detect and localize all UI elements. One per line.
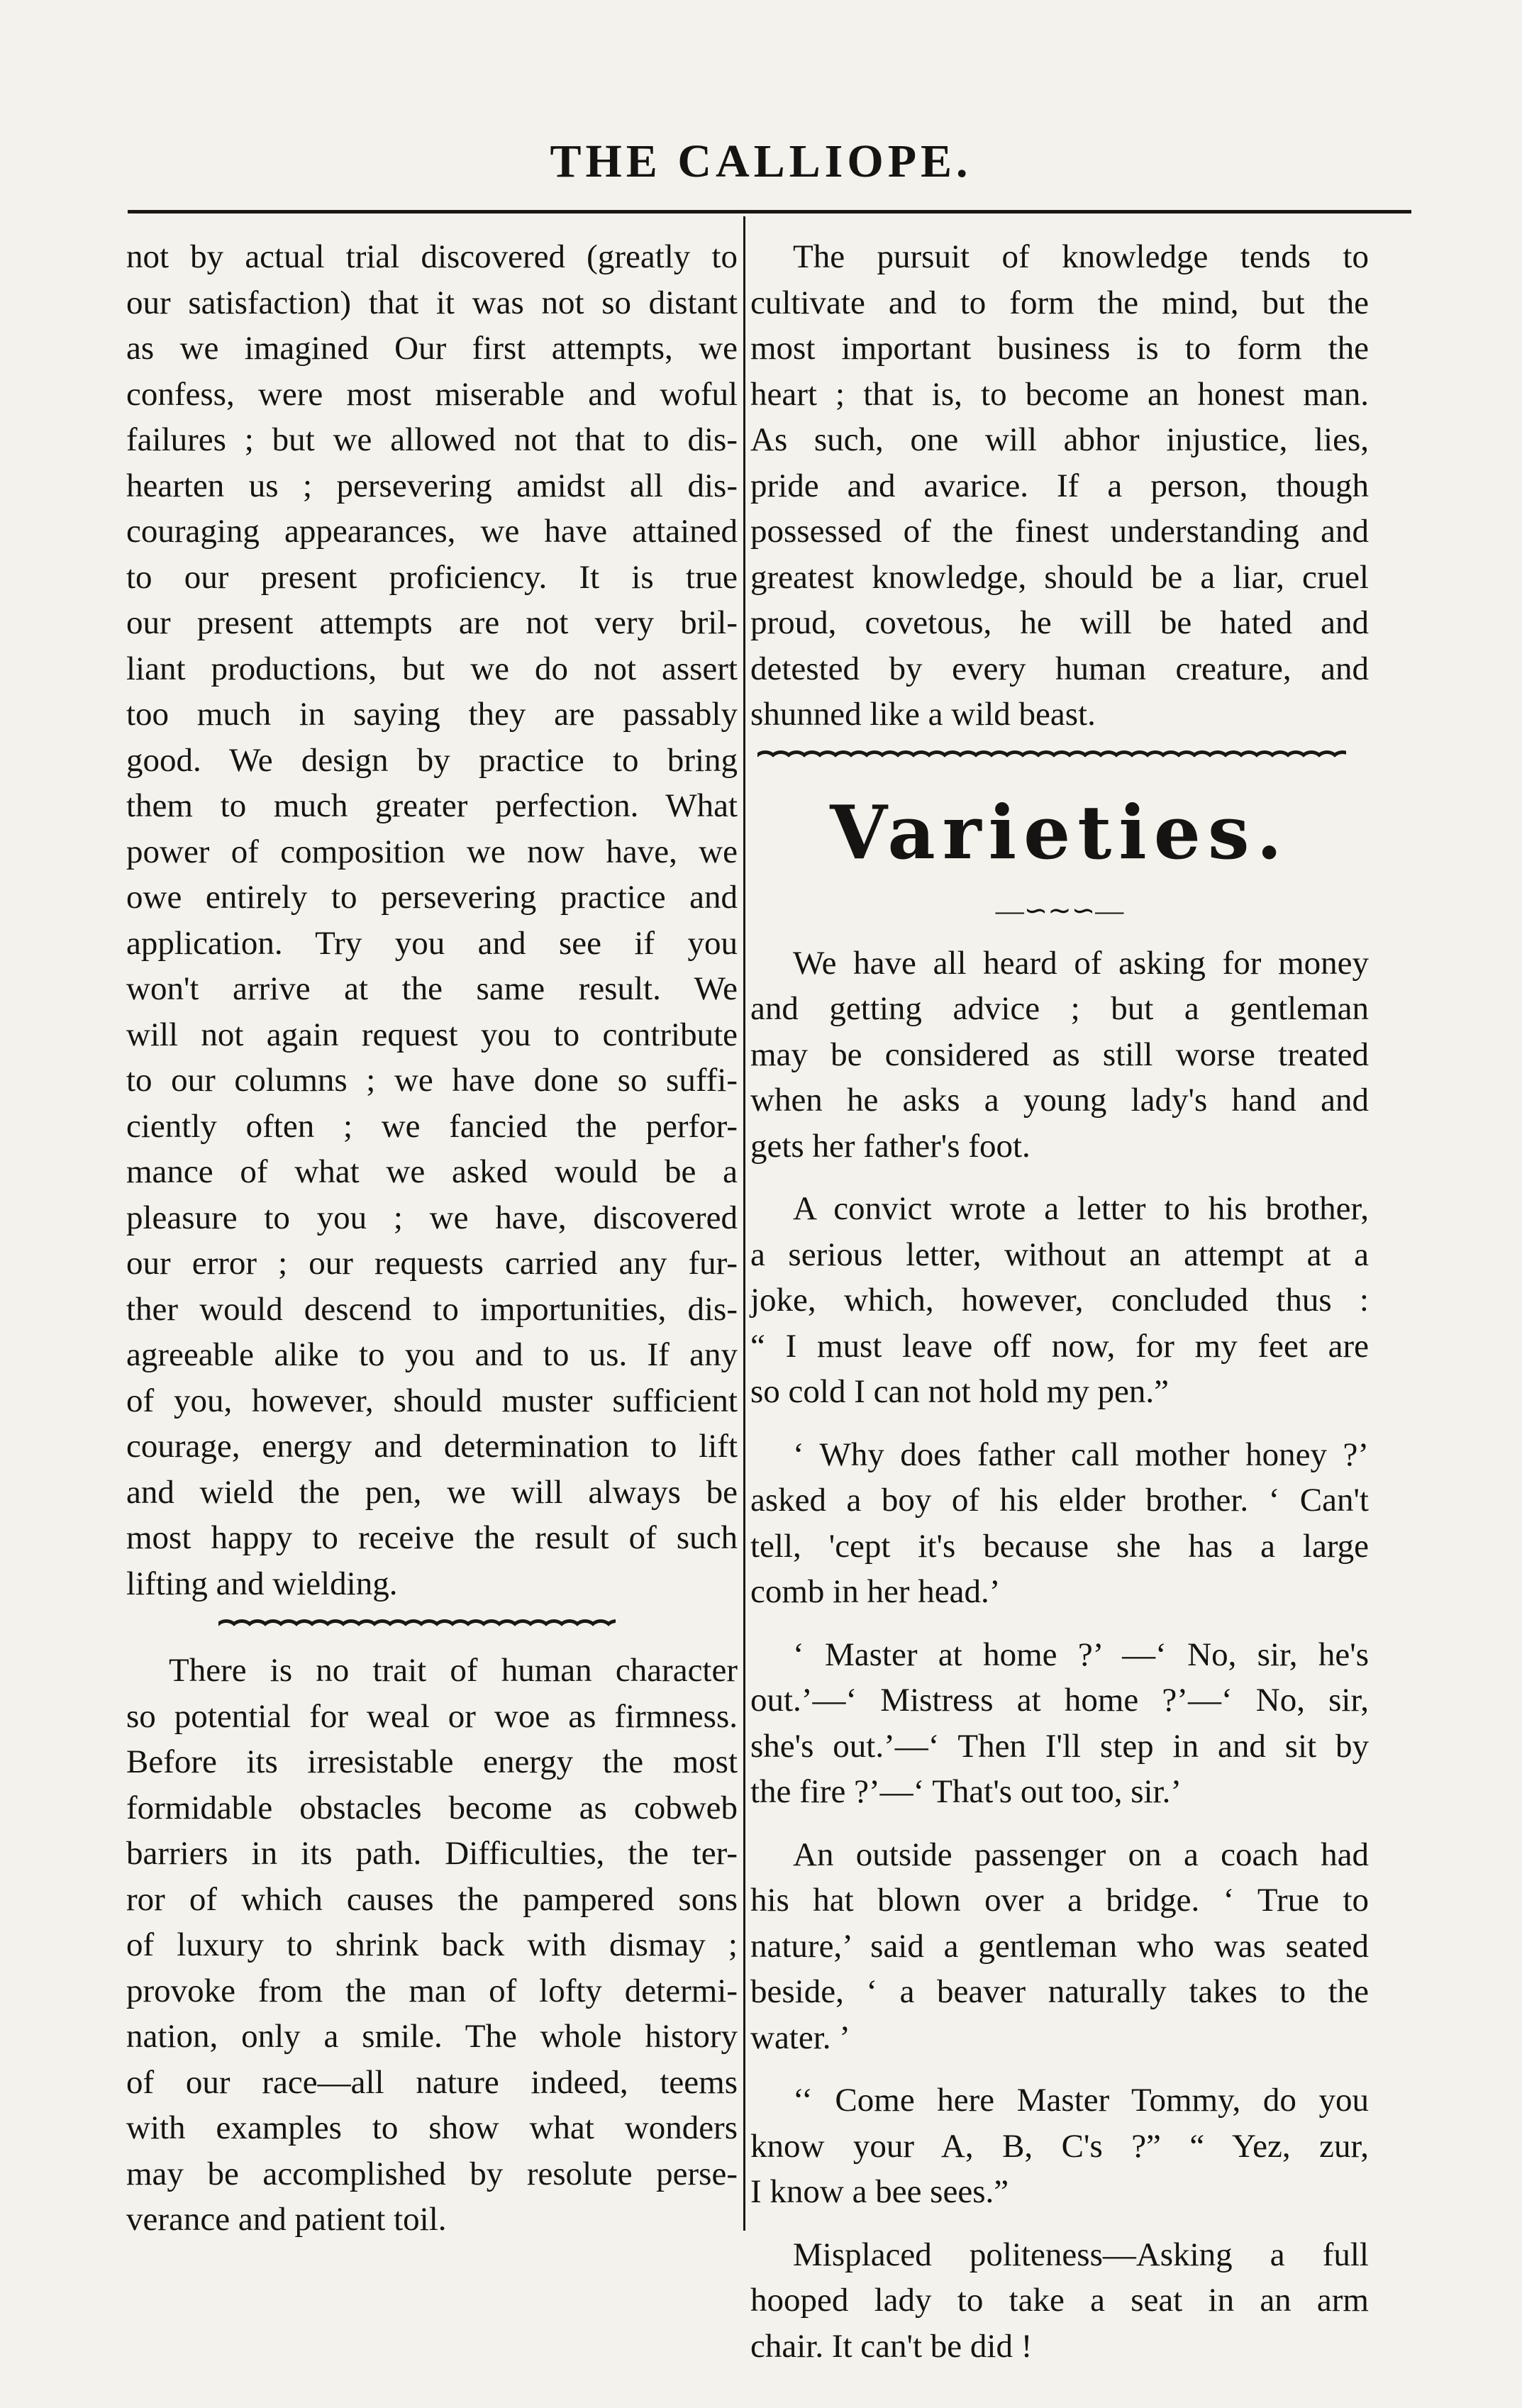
- text-line: beside, ‘ a beaver naturally takes to the: [750, 1973, 1369, 2010]
- text-line: tell, 'cept it's because she has a large: [750, 1527, 1369, 1565]
- text-line: I know a bee sees.”: [750, 2173, 1009, 2210]
- text-line: most happy to receive the result of such: [126, 1519, 738, 1556]
- text-line: detested by every human creature, and: [750, 650, 1369, 687]
- text-line: of our race—all nature indeed, teems: [126, 2063, 738, 2101]
- text-line: and wield the pen, we will always be: [126, 1473, 738, 1511]
- paragraph-gap: [750, 1169, 1369, 1186]
- text-line: ‘ Why does father call mother honey ?’: [793, 1436, 1369, 1473]
- text-line: to our columns ; we have done so suffi-: [126, 1062, 738, 1099]
- left-column: [126, 234, 738, 2243]
- text-line: nation, only a smile. The whole history: [126, 2018, 738, 2055]
- text-line: his hat blown over a bridge. ‘ True to: [750, 1882, 1369, 1919]
- text-line: mance of what we asked would be a: [126, 1153, 738, 1190]
- varieties-list: [750, 941, 1369, 2370]
- text-line: power of composition we now have, we: [126, 833, 738, 870]
- text-line: ror of which causes the pampered sons: [126, 1880, 738, 1918]
- text-line: provoke from the man of lofty determi-: [126, 1972, 738, 2009]
- text-line: a serious letter, without an attempt at a: [750, 1236, 1369, 1273]
- text-line: pleasure to you ; we have, discovered: [126, 1199, 738, 1236]
- text-line: nature,’ said a gentleman who was seated: [750, 1927, 1369, 1965]
- paragraph-gap: [750, 2060, 1369, 2077]
- text-line: so potential for weal or woe as firmness.: [126, 1697, 738, 1735]
- text-line: failures ; but we allowed not that to dis-: [126, 421, 738, 458]
- text-line: joke, which, however, concluded thus :: [750, 1282, 1369, 1319]
- variety-item: [750, 2232, 1369, 2370]
- text-line: to our present proficiency. It is true: [126, 558, 738, 596]
- variety-item: [750, 1632, 1369, 1815]
- text-line: out.’—‘ Mistress at home ?’—‘ No, sir,: [750, 1682, 1369, 1719]
- text-line: heart ; that is, to become an honest man.: [750, 375, 1369, 413]
- text-line: courage, energy and determination to lift: [126, 1428, 738, 1465]
- text-line: agreeable alike to you and to us. If any: [126, 1336, 738, 1373]
- variety-item: [750, 1832, 1369, 2061]
- text-line: comb in her head.’: [750, 1573, 1001, 1610]
- text-line: our satisfaction) that it was not so distant: [126, 284, 738, 321]
- text-line: will not again request you to contribute: [126, 1016, 738, 1053]
- text-line: not by actual trial discovered (greatly to: [126, 238, 738, 275]
- text-line: of you, however, should muster sufficient: [126, 1382, 738, 1419]
- text-line: There is no trait of human character: [169, 1652, 738, 1689]
- text-line: verance and patient toil.: [126, 2201, 447, 2238]
- article-paragraph-2: [126, 1648, 738, 2243]
- header-rule: [128, 210, 1411, 213]
- text-line: couraging appearances, we have attained: [126, 513, 738, 550]
- right-column: [750, 234, 1369, 2369]
- text-line: she's out.’—‘ Then I'll step in and sit by: [750, 1727, 1369, 1765]
- text-line: most important business is to form the: [750, 330, 1369, 367]
- ornament-divider: —∽∼∽—: [995, 894, 1124, 926]
- text-line: ‘‘ Come here Master Tommy, do you: [793, 2082, 1369, 2119]
- text-line: the fire ?’—‘ That's out too, sir.’: [750, 1773, 1182, 1810]
- text-line: when he asks a young lady's hand and: [750, 1082, 1369, 1119]
- text-line: application. Try you and see if you: [126, 924, 738, 962]
- text-line: asked a boy of his elder brother. ‘ Can't: [750, 1482, 1369, 1519]
- paragraph-gap: [750, 1815, 1369, 1832]
- text-line: ‘ Master at home ?’ —‘ No, sir, he's: [793, 1636, 1369, 1673]
- varieties-heading: Varieties.: [830, 788, 1289, 876]
- text-line: hooped lady to take a seat in an arm: [750, 2282, 1369, 2319]
- text-line: “ I must leave off now, for my feet are: [750, 1327, 1369, 1365]
- paragraph-gap: [750, 1415, 1369, 1432]
- text-line: as we imagined Our first attempts, we: [126, 330, 738, 367]
- text-line: ciently often ; we fancied the perfor-: [126, 1107, 738, 1145]
- text-line: liant productions, but we do not assert: [126, 650, 738, 687]
- text-line: know your A, B, C's ?” “ Yez, zur,: [750, 2127, 1369, 2165]
- wavy-divider: [218, 1614, 616, 1638]
- text-line: may be accomplished by resolute perse-: [126, 2155, 738, 2192]
- text-line: Misplaced politeness—Asking a full: [793, 2236, 1369, 2273]
- text-line: water. ’: [750, 2019, 850, 2056]
- variety-item: [750, 941, 1369, 1170]
- paragraph-gap: [750, 1615, 1369, 1632]
- text-line: lifting and wielding.: [126, 1565, 398, 1602]
- wavy-divider: [757, 745, 1346, 769]
- text-line: formidable obstacles become as cobweb: [126, 1789, 738, 1826]
- text-line: barriers in its path. Difficulties, the ter-: [126, 1835, 738, 1872]
- text-line: so cold I can not hold my pen.”: [750, 1373, 1169, 1410]
- text-line: our present attempts are not very bril-: [126, 604, 738, 641]
- page-title: THE CALLIOPE.: [550, 135, 972, 187]
- text-line: hearten us ; persevering amidst all dis-: [126, 467, 738, 504]
- text-line: of luxury to shrink back with dismay ;: [126, 1926, 738, 1963]
- text-line: Before its irresistable energy the most: [126, 1743, 738, 1780]
- text-line: too much in saying they are passably: [126, 696, 738, 733]
- text-line: pride and avarice. If a person, though: [750, 467, 1369, 504]
- text-line: may be considered as still worse treated: [750, 1036, 1369, 1073]
- text-line: As such, one will abhor injustice, lies,: [750, 421, 1369, 458]
- text-line: with examples to show what wonders: [126, 2109, 738, 2146]
- text-line: gets her father's foot.: [750, 1127, 1031, 1165]
- text-line: The pursuit of knowledge tends to: [793, 238, 1369, 275]
- text-line: shunned like a wild beast.: [750, 696, 1096, 733]
- text-line: We have all heard of asking for money: [793, 944, 1369, 982]
- text-line: proud, covetous, he will be hated and: [750, 604, 1369, 641]
- text-line: owe entirely to persevering practice and: [126, 879, 738, 916]
- text-line: cultivate and to form the mind, but the: [750, 284, 1369, 321]
- article-paragraph-1: [126, 234, 738, 1607]
- column-divider: [743, 216, 745, 2231]
- text-line: our error ; our requests carried any fur-: [126, 1245, 738, 1282]
- variety-item: [750, 2077, 1369, 2215]
- text-line: greatest knowledge, should be a liar, cruel: [750, 558, 1369, 596]
- text-line: and getting advice ; but a gentleman: [750, 990, 1369, 1027]
- text-line: won't arrive at the same result. We: [126, 970, 738, 1007]
- text-line: chair. It can't be did !: [750, 2327, 1033, 2365]
- text-line: possessed of the finest understanding and: [750, 513, 1369, 550]
- variety-item: [750, 1186, 1369, 1415]
- variety-item: [750, 1432, 1369, 1615]
- text-line: good. We design by practice to bring: [126, 741, 738, 779]
- text-line: confess, were most miserable and woful: [126, 375, 738, 413]
- paragraph-gap: [750, 2215, 1369, 2232]
- text-line: An outside passenger on a coach had: [793, 1836, 1369, 1873]
- text-line: A convict wrote a letter to his brother,: [793, 1190, 1369, 1227]
- text-line: them to much greater perfection. What: [126, 787, 738, 824]
- knowledge-paragraph: [750, 234, 1369, 738]
- text-line: ther would descend to importunities, dis-: [126, 1290, 738, 1328]
